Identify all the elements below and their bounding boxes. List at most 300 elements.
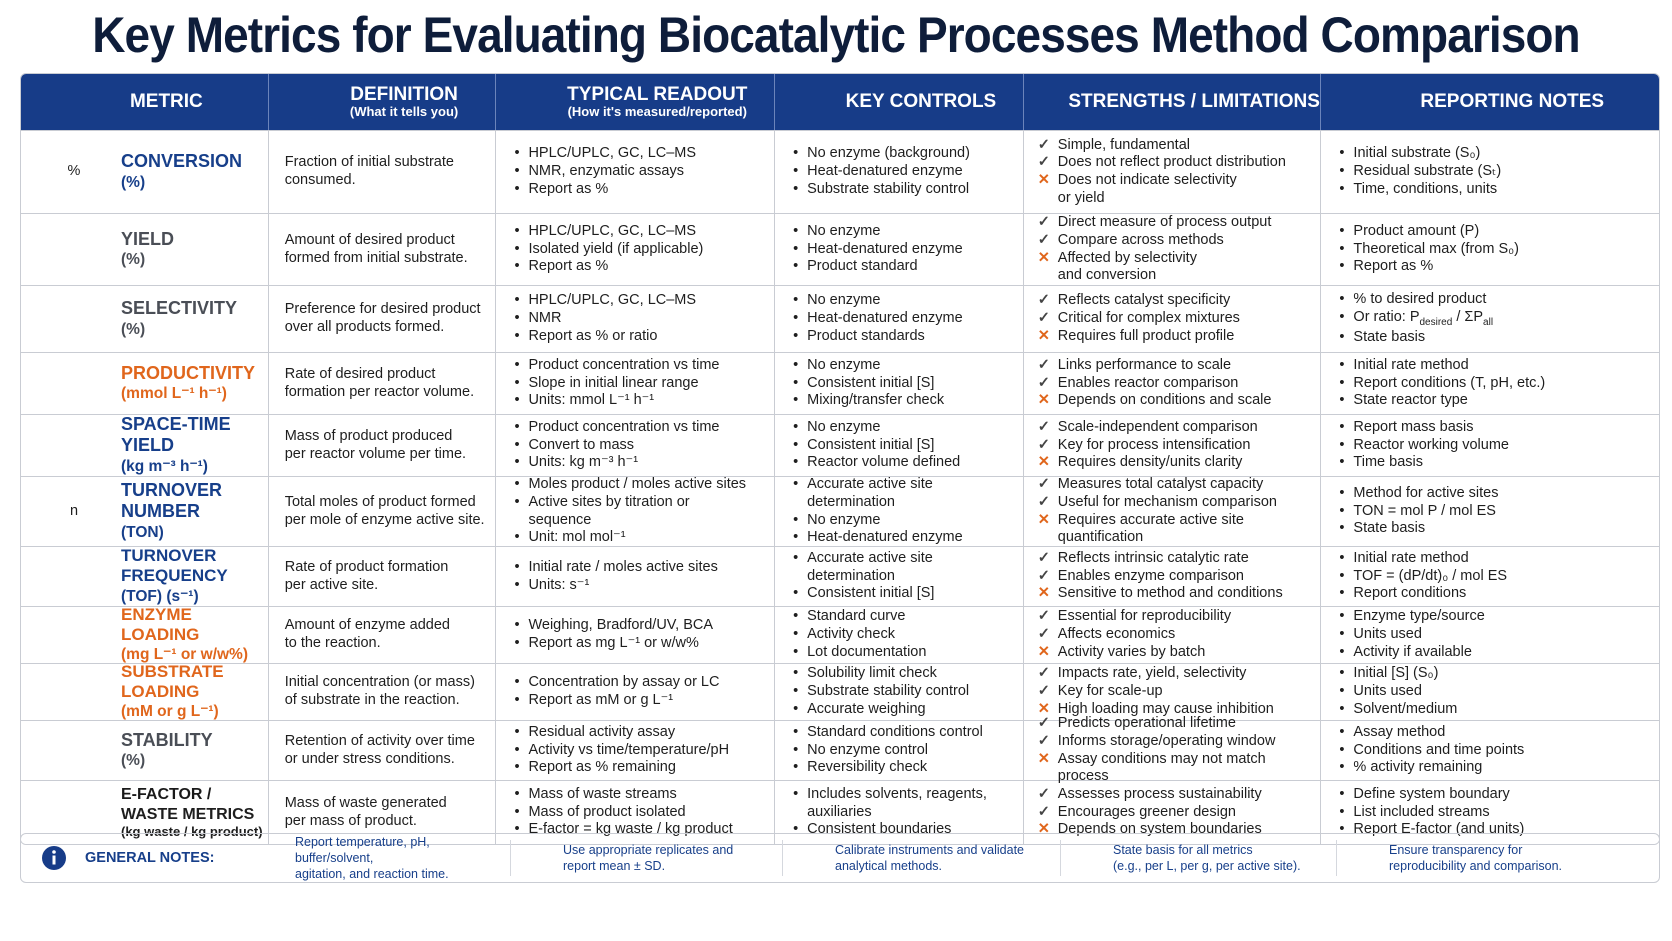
table-row xyxy=(21,715,1659,785)
definition-line: Fraction of initial substrate xyxy=(284,154,454,171)
strengths-list xyxy=(1024,214,1272,285)
list-item: • Unit: mol mol⁻¹ xyxy=(514,529,746,547)
list-item: • Theoretical max (from S₀) xyxy=(1339,241,1519,259)
strength-item: ✓ Reflects catalyst specificity xyxy=(1038,292,1240,310)
list-item: • Report as % remaining xyxy=(514,759,729,777)
list-item: • Weighing, Bradford/UV, BCA xyxy=(514,617,713,635)
header-label: DEFINITION xyxy=(350,84,458,106)
definition-cell xyxy=(269,286,497,352)
strengths-cell xyxy=(1024,214,1322,285)
controls-list xyxy=(775,357,944,410)
metric-text xyxy=(121,662,268,723)
limitation-item: ✕ Requires full product profile xyxy=(1038,328,1240,346)
list-item: • Define system boundary xyxy=(1339,786,1524,804)
table-row xyxy=(21,130,1659,213)
list-item: • Activity check xyxy=(793,626,926,644)
list-item: • Substrate stability control xyxy=(793,181,970,199)
definition-line: Initial concentration (or mass) xyxy=(284,674,475,691)
strength-item: ✓ Enables reactor comparison xyxy=(1038,375,1272,393)
list-item: • No enzyme xyxy=(793,419,960,437)
strengths-list xyxy=(1024,550,1283,603)
metric-name: SELECTIVITY xyxy=(121,298,238,319)
header-label: STRENGTHS / LIMITATIONS xyxy=(1068,91,1320,113)
definition-cell xyxy=(269,415,497,476)
definition-line: consumed. xyxy=(284,172,356,188)
list-item: • Initial substrate (S₀) xyxy=(1339,145,1501,163)
limitation-item: ✕ Assay conditions may not match process xyxy=(1038,751,1276,786)
strength-item: ✓ Key for process intensification xyxy=(1038,437,1258,455)
strengths-cell xyxy=(1024,715,1322,785)
general-note-text: State basis for all metrics (e.g., per L, per g, per active site). xyxy=(1113,842,1301,873)
limitation-item: ✕ Does not indicate selectivity or yield xyxy=(1038,172,1286,207)
list-item: • Concentration by assay or LC xyxy=(514,674,719,692)
readout-cell xyxy=(496,664,775,720)
strengths-cell xyxy=(1024,607,1322,663)
strengths-cell xyxy=(1024,477,1322,546)
gear-chart-icon xyxy=(43,357,105,411)
strength-item: ✓ Assesses process sustainability xyxy=(1038,786,1262,804)
metric-name: STABILITY xyxy=(121,729,213,750)
list-item: • Report conditions (T, pH, etc.) xyxy=(1339,375,1545,393)
metric-text xyxy=(121,151,242,193)
protein-icon xyxy=(43,608,105,662)
strengths-list xyxy=(1024,786,1262,839)
list-item: • No enzyme xyxy=(793,512,963,530)
list-item: • Initial rate method xyxy=(1339,550,1507,568)
controls-cell xyxy=(775,131,1024,213)
list-item: • Report E-factor (and units) xyxy=(1339,821,1524,839)
metric-unit: (kg m⁻³ h⁻¹) xyxy=(121,458,208,476)
list-item: • No enzyme (background) xyxy=(793,145,970,163)
metric-text xyxy=(121,546,268,607)
limitation-item: ✕ Sensitive to method and conditions xyxy=(1038,585,1283,603)
strengths-list xyxy=(1024,476,1277,547)
list-item: • % activity remaining xyxy=(1339,759,1524,777)
strength-item: ✓ Affects economics xyxy=(1038,626,1231,644)
limitation-item: ✕ Requires accurate active site quantification xyxy=(1038,512,1277,547)
list-item: • Lot documentation xyxy=(793,644,926,662)
list-item: • Product standard xyxy=(793,258,963,276)
readout-list xyxy=(496,145,696,198)
definition-text xyxy=(285,154,454,189)
readout-cell xyxy=(496,131,775,213)
strength-item: ✓ Useful for mechanism comparison xyxy=(1038,494,1277,512)
header-text xyxy=(130,92,203,112)
metric-unit: (%) xyxy=(121,752,146,770)
list-item: • Units: s⁻¹ xyxy=(514,577,717,595)
general-note-text: Report temperature, pH, buffer/solvent, agitation, and reaction time. xyxy=(295,834,449,882)
list-item: • Report mass basis xyxy=(1339,419,1509,437)
list-item: • Report conditions xyxy=(1339,585,1507,603)
list-item: • Accurate active site determination xyxy=(793,550,934,585)
header-text xyxy=(1420,92,1604,112)
table-row xyxy=(21,285,1659,352)
controls-cell xyxy=(775,214,1024,285)
list-item: • Isolated yield (if applicable) xyxy=(514,241,703,259)
definition-text xyxy=(285,301,481,336)
list-item: • Assay method xyxy=(1339,724,1524,742)
limitation-item: ✕ High loading may cause inhibition xyxy=(1038,701,1274,719)
strengths-cell xyxy=(1024,286,1322,352)
header-key-controls xyxy=(775,74,1024,130)
header-definition xyxy=(269,74,497,130)
list-item: • HPLC/UPLC, GC, LC–MS xyxy=(514,145,696,163)
metric-text xyxy=(121,605,268,666)
metrics-table xyxy=(20,73,1660,845)
general-notes-label: GENERAL NOTES: xyxy=(85,850,215,866)
reporting-notes-list xyxy=(1321,724,1524,777)
controls-list xyxy=(775,419,960,472)
definition-line: Mass of waste generated xyxy=(284,794,447,811)
strength-item: ✓ Direct measure of process output xyxy=(1038,214,1272,232)
strength-item: ✓ Links performance to scale xyxy=(1038,357,1272,375)
strengths-cell xyxy=(1024,547,1322,606)
strength-item: ✓ Compare across methods xyxy=(1038,232,1272,250)
strengths-cell xyxy=(1024,131,1322,213)
definition-line: per active site. xyxy=(284,576,379,593)
list-item: • No enzyme xyxy=(793,357,944,375)
definition-text xyxy=(285,494,485,529)
list-item: • Report as % or ratio xyxy=(514,328,696,346)
readout-list xyxy=(496,724,729,777)
metric-text xyxy=(121,480,268,543)
readout-list xyxy=(496,292,696,345)
reporting-notes-list xyxy=(1321,485,1498,538)
readout-cell xyxy=(496,477,775,546)
list-item: • Report as % xyxy=(1339,258,1519,276)
strength-item: ✓ Scale-independent comparison xyxy=(1038,419,1258,437)
list-item: • Report as % xyxy=(514,258,703,276)
metric-unit: (%) xyxy=(121,173,146,191)
list-item: • Active sites by titration or sequence xyxy=(514,494,746,529)
list-item: • Initial [S] (S₀) xyxy=(1339,665,1457,683)
strengths-list xyxy=(1024,137,1286,208)
reporting-notes-cell xyxy=(1321,607,1659,663)
list-item: • Accurate active site determination xyxy=(793,476,963,511)
readout-cell xyxy=(496,607,775,663)
reporting-notes-list xyxy=(1321,291,1493,346)
list-item: • Heat-denatured enzyme xyxy=(793,529,963,547)
list-item: • State basis xyxy=(1339,520,1498,538)
general-note xyxy=(243,834,511,882)
metric-unit: (%) xyxy=(121,251,146,269)
definition-cell xyxy=(269,131,497,213)
strength-item: ✓ Does not reflect product distribution xyxy=(1038,154,1286,172)
list-item: • Heat-denatured enzyme xyxy=(793,241,963,259)
list-item: • State basis xyxy=(1339,329,1493,347)
definition-text xyxy=(285,428,466,463)
readout-cell xyxy=(496,547,775,606)
metric-name: YIELD xyxy=(121,228,175,249)
controls-cell xyxy=(775,353,1024,414)
controls-list xyxy=(775,223,963,276)
general-note xyxy=(511,840,783,876)
table-row xyxy=(21,606,1659,663)
strength-item: ✓ Informs storage/operating window xyxy=(1038,733,1276,751)
reporting-notes-list xyxy=(1321,357,1545,410)
list-item: • Consistent initial [S] xyxy=(793,375,944,393)
definition-line: or under stress conditions. xyxy=(284,750,455,767)
definition-line: Mass of product produced xyxy=(284,427,453,444)
controls-list xyxy=(775,292,963,345)
list-item: • Consistent initial [S] xyxy=(793,437,960,455)
reactor-icon xyxy=(43,419,105,473)
list-item: • Time, conditions, units xyxy=(1339,181,1501,199)
metric-cell xyxy=(21,286,269,352)
header-metric xyxy=(21,74,269,130)
list-item: • Includes solvents, reagents, auxiliaries xyxy=(793,786,987,821)
list-item: • Convert to mass xyxy=(514,437,719,455)
reporting-notes-cell xyxy=(1321,286,1659,352)
page-title: Key Metrics for Evaluating Biocatalytic Processes Method Comparison xyxy=(92,7,1580,63)
controls-cell xyxy=(775,607,1024,663)
controls-cell xyxy=(775,547,1024,606)
readout-cell xyxy=(496,415,775,476)
header-sublabel: (What it tells you) xyxy=(349,104,459,120)
list-item: • Product amount (P) xyxy=(1339,223,1519,241)
reporting-notes-list xyxy=(1321,145,1501,198)
reporting-notes-list xyxy=(1321,665,1457,718)
readout-list xyxy=(496,223,703,276)
fork-icon xyxy=(43,292,105,346)
table-header xyxy=(21,74,1659,130)
table-row xyxy=(21,352,1659,414)
list-item: • HPLC/UPLC, GC, LC–MS xyxy=(514,223,703,241)
reporting-notes-cell xyxy=(1321,214,1659,285)
controls-list xyxy=(775,786,987,839)
list-item: • NMR xyxy=(514,310,696,328)
definition-line: Rate of product formation xyxy=(284,558,449,575)
list-item: • Moles product / moles active sites xyxy=(514,476,746,494)
definition-line: per mole of enzyme active site. xyxy=(284,511,485,528)
strength-item: ✓ Critical for complex mixtures xyxy=(1038,310,1240,328)
list-item: • State reactor type xyxy=(1339,392,1545,410)
list-item: • Heat-denatured enzyme xyxy=(793,163,970,181)
list-item: • Standard curve xyxy=(793,608,926,626)
metric-cell xyxy=(21,131,269,213)
metric-cell xyxy=(21,415,269,476)
definition-text xyxy=(285,559,449,594)
metric-cell xyxy=(21,547,269,606)
metric-text xyxy=(121,730,213,772)
document-icon xyxy=(1376,85,1410,119)
readout-cell xyxy=(496,214,775,285)
definition-text xyxy=(285,795,447,830)
cycle-n-icon xyxy=(43,485,105,539)
controls-cell xyxy=(775,721,1024,780)
svg-text:%: % xyxy=(67,163,81,180)
list-item: • Mass of waste streams xyxy=(514,786,732,804)
strengths-list xyxy=(1024,419,1258,472)
limitation-item: ✕ Depends on conditions and scale xyxy=(1038,392,1272,410)
reporting-notes-cell xyxy=(1321,721,1659,780)
header-text xyxy=(846,92,997,112)
list-item: • No enzyme xyxy=(793,292,963,310)
list-item: • Slope in initial linear range xyxy=(514,375,719,393)
list-item: • Solubility limit check xyxy=(793,665,969,683)
list-item: • Product concentration vs time xyxy=(514,419,719,437)
definition-text xyxy=(285,733,475,768)
definition-line: formed from initial substrate. xyxy=(284,249,468,266)
definition-cell xyxy=(269,664,497,720)
list-item: • Report as mM or g L⁻¹ xyxy=(514,692,719,710)
definition-cell xyxy=(269,721,497,780)
reporting-notes-cell xyxy=(1321,415,1659,476)
bar-chart-icon xyxy=(527,845,553,871)
general-notes-bar xyxy=(20,833,1660,883)
list-item: • Mass of product isolated xyxy=(514,804,732,822)
metric-name: SPACE-TIME YIELD xyxy=(121,413,231,456)
header-text xyxy=(1068,92,1320,112)
list-item: • Residual substrate (Sₜ) xyxy=(1339,163,1501,181)
metric-name: TURNOVER FREQUENCY xyxy=(121,546,228,586)
target-icon xyxy=(86,85,120,119)
general-note-text: Ensure transparency for reproducibility and comparison. xyxy=(1389,842,1563,873)
reporting-notes-list xyxy=(1321,608,1484,661)
list-item: • Residual activity assay xyxy=(514,724,729,742)
strengths-list xyxy=(1024,665,1274,718)
list-item: • Initial rate / moles active sites xyxy=(514,559,717,577)
definition-cell xyxy=(269,607,497,663)
header-reporting-notes xyxy=(1321,74,1659,130)
reporting-notes-cell xyxy=(1321,547,1659,606)
reporting-notes-cell xyxy=(1321,477,1659,546)
metric-unit: (%) xyxy=(121,320,146,338)
metric-unit: (kg waste / kg product) xyxy=(121,823,263,839)
definition-line: formation per reactor volume. xyxy=(284,383,475,400)
list-item: • Consistent boundaries xyxy=(793,821,987,839)
metric-name: ENZYME LOADING xyxy=(121,604,200,644)
checklist-icon xyxy=(259,845,285,871)
strengths-cell xyxy=(1024,353,1322,414)
list-item: • Reversibility check xyxy=(793,759,983,777)
metric-cell xyxy=(21,661,269,721)
table-body xyxy=(21,130,1659,844)
list-item: • Mixing/transfer check xyxy=(793,392,944,410)
table-row xyxy=(21,476,1659,546)
strengths-cell xyxy=(1024,415,1322,476)
definition-text xyxy=(285,674,475,709)
readout-cell xyxy=(496,286,775,352)
list-item: • Accurate weighing xyxy=(793,701,969,719)
metric-unit: (mg L⁻¹ or w/w%) xyxy=(121,646,249,664)
metric-text xyxy=(121,414,268,477)
list-item: • Units: mmol L⁻¹ h⁻¹ xyxy=(514,392,719,410)
metric-cell xyxy=(21,721,269,780)
definition-line: Rate of desired product xyxy=(284,365,436,382)
strengths-list xyxy=(1024,715,1276,786)
list-item: • Method for active sites xyxy=(1339,485,1498,503)
metric-cell xyxy=(21,353,269,414)
info-icon xyxy=(41,845,67,871)
reporting-notes-list xyxy=(1321,223,1519,276)
metric-name: CONVERSION xyxy=(121,151,243,172)
table-row xyxy=(21,663,1659,720)
metric-name: PRODUCTIVITY xyxy=(121,362,256,383)
metric-text xyxy=(121,363,255,405)
definition-line: per mass of product. xyxy=(284,812,417,829)
general-note xyxy=(783,840,1061,876)
list-item: • Units: kg m⁻³ h⁻¹ xyxy=(514,454,719,472)
list-item: • Activity if available xyxy=(1339,644,1484,662)
document-icon xyxy=(1077,845,1103,871)
stopwatch-icon xyxy=(43,550,105,604)
readout-list xyxy=(496,617,713,652)
metric-cell xyxy=(21,214,269,285)
svg-text:n: n xyxy=(69,502,79,519)
beaker-icon xyxy=(43,223,105,277)
metric-name: TURNOVER NUMBER xyxy=(121,479,223,522)
metric-unit: (TOF) (s⁻¹) xyxy=(121,587,199,605)
definition-cell xyxy=(269,477,497,546)
metric-name: E-FACTOR / xyxy=(121,786,212,804)
limitation-item: ✕ Requires density/units clarity xyxy=(1038,454,1258,472)
limitation-item: ✕ Activity varies by batch xyxy=(1038,644,1231,662)
readout-cell xyxy=(496,353,775,414)
definition-line: Total moles of product formed xyxy=(284,493,476,510)
list-item: • TON = mol P / mol ES xyxy=(1339,503,1498,521)
readout-list xyxy=(496,419,719,472)
controls-cell xyxy=(775,664,1024,720)
book-icon xyxy=(306,85,340,119)
metric-name-line2: WASTE METRICS xyxy=(121,805,255,823)
controls-list xyxy=(775,665,969,718)
general-note-text: Use appropriate replicates and report mean ± SD. xyxy=(563,842,734,873)
tag-icon xyxy=(1353,845,1379,871)
list-item: • Substrate stability control xyxy=(793,683,969,701)
limitation-item: ✕ Depends on system boundaries xyxy=(1038,821,1262,839)
list-item: • Units used xyxy=(1339,683,1457,701)
metric-name: SUBSTRATE LOADING xyxy=(121,661,224,701)
readout-list xyxy=(496,357,719,410)
readout-list xyxy=(496,786,732,839)
list-item: • Reactor volume defined xyxy=(793,454,960,472)
general-note-text: Calibrate instruments and validate analytical methods. xyxy=(835,842,1024,873)
definition-cell xyxy=(269,547,497,606)
strength-item: ✓ Predicts operational lifetime xyxy=(1038,715,1276,733)
list-item: • HPLC/UPLC, GC, LC–MS xyxy=(514,292,696,310)
definition-line: Amount of desired product xyxy=(284,231,455,248)
list-item: • Initial rate method xyxy=(1339,357,1545,375)
scale-icon xyxy=(1024,85,1058,119)
metric-unit: (mmol L⁻¹ h⁻¹) xyxy=(121,385,227,403)
reporting-notes-list xyxy=(1321,550,1507,603)
definition-text xyxy=(285,232,468,267)
list-item: • Heat-denatured enzyme xyxy=(793,310,963,328)
strength-item: ✓ Reflects intrinsic catalytic rate xyxy=(1038,550,1283,568)
table-row xyxy=(21,414,1659,476)
list-item: • Reactor working volume xyxy=(1339,437,1509,455)
readout-list xyxy=(496,476,746,547)
controls-list xyxy=(775,724,983,777)
list-item: • Enzyme type/source xyxy=(1339,608,1484,626)
list-item: • Or ratio: $P_{desired} / \Sigma P_{all}$ xyxy=(1339,309,1493,329)
header-label: REPORTING NOTES xyxy=(1420,91,1605,113)
strength-item: ✓ Encourages greener design xyxy=(1038,804,1262,822)
reporting-notes-list xyxy=(1321,786,1524,839)
general-notes-heading xyxy=(21,845,243,871)
shield-icon xyxy=(43,724,105,778)
metric-cell xyxy=(21,477,269,546)
list-item: • Consistent initial [S] xyxy=(793,585,934,603)
header-label: KEY CONTROLS xyxy=(845,91,997,113)
strength-item: ✓ Measures total catalyst capacity xyxy=(1038,476,1277,494)
definition-line: over all products formed. xyxy=(284,319,445,335)
list-item: • Standard conditions control xyxy=(793,724,983,742)
strength-item: ✓ Impacts rate, yield, selectivity xyxy=(1038,665,1274,683)
flask-icon xyxy=(523,85,557,119)
trash-icon xyxy=(43,786,105,840)
